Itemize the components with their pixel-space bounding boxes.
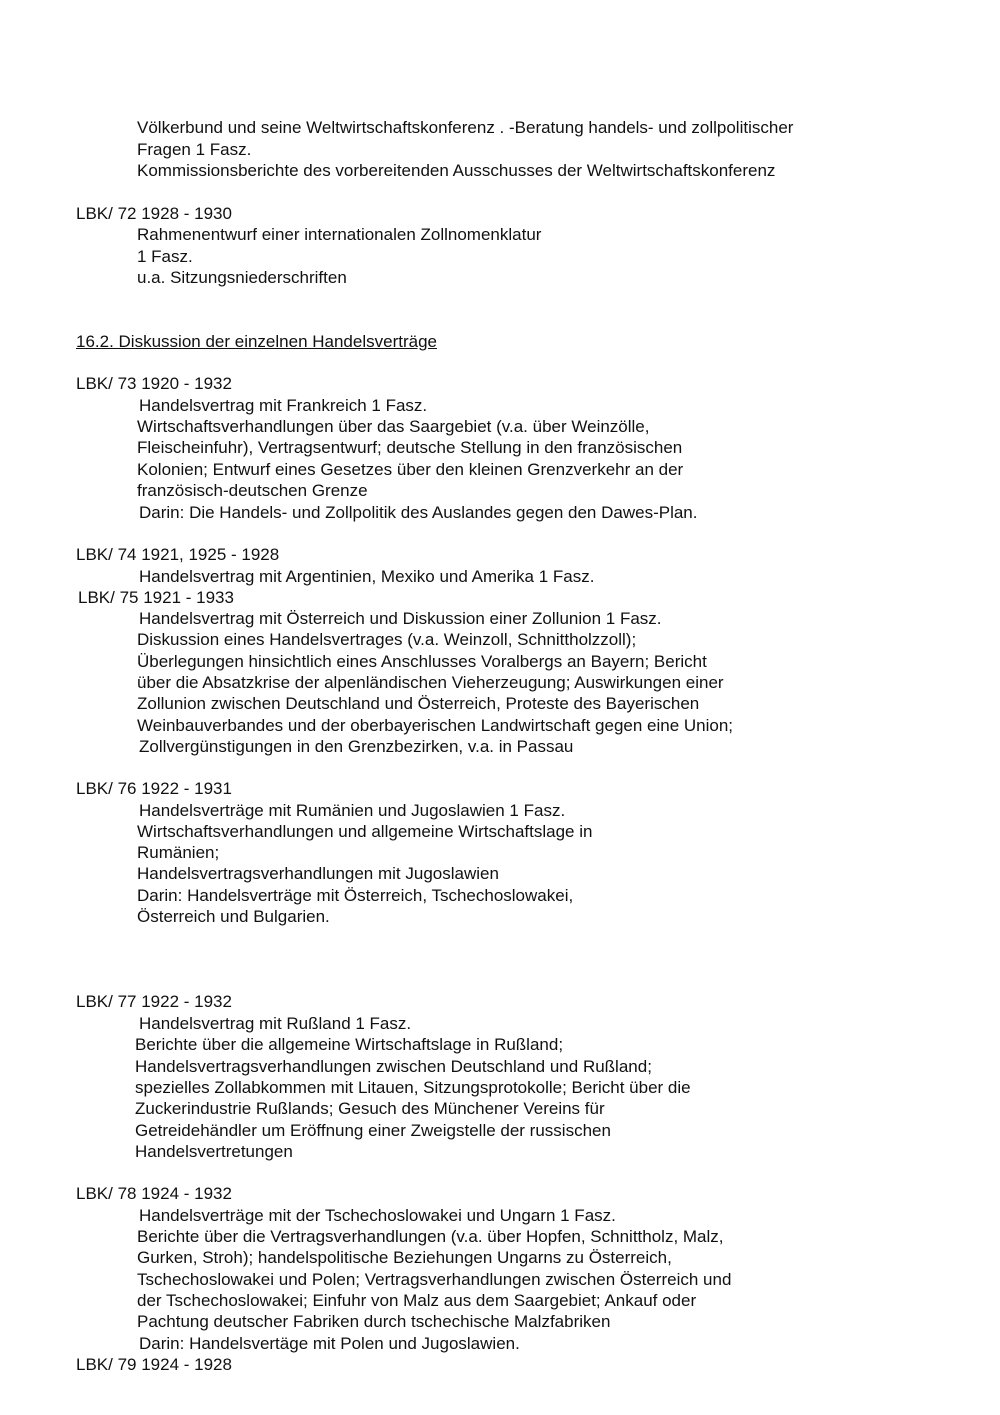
record-line: u.a. Sitzungsniederschriften <box>137 268 347 287</box>
record-line: Österreich und Bulgarien. <box>137 907 330 926</box>
record-header: LBK/ 77 1922 - 1932 <box>76 992 232 1011</box>
record-header: LBK/ 73 1920 - 1932 <box>76 374 232 393</box>
record-line: Zuckerindustrie Rußlands; Gesuch des Münchener Vereins für <box>135 1099 605 1118</box>
record-line: Darin: Handelsverträge mit Österreich, Tschechoslowakei, <box>137 886 574 905</box>
record-line: der Tschechoslowakei; Einfuhr von Malz aus dem Saargebiet; Ankauf oder <box>137 1291 697 1310</box>
record-line: Kolonien; Entwurf eines Gesetzes über den kleinen Grenzverkehr an der <box>137 460 684 479</box>
record-line: Darin: Die Handels- und Zollpolitik des Auslandes gegen den Dawes-Plan. <box>139 503 698 522</box>
record-line: über die Absatzkrise der alpenländischen Vieherzeugung; Auswirkungen einer <box>137 673 724 692</box>
record-header: LBK/ 72 1928 - 1930 <box>76 204 232 223</box>
record-line: Rahmenentwurf einer internationalen Zollnomenklatur <box>137 225 542 244</box>
record-line: Handelsvertragsverhandlungen zwischen Deutschland und Rußland; <box>135 1057 652 1076</box>
record-line: Getreidehändler um Eröffnung einer Zweigstelle der russischen <box>135 1121 611 1140</box>
record-line: Pachtung deutscher Fabriken durch tschechische Malzfabriken <box>137 1312 611 1331</box>
record-line: Überlegungen hinsichtlich eines Anschlusses Voralbergs an Bayern; Bericht <box>137 652 707 671</box>
intro-line: Völkerbund und seine Weltwirtschaftskonferenz . -Beratung handels- und zollpolitischer <box>137 118 794 137</box>
record-line: Handelsvertretungen <box>135 1142 293 1161</box>
record-header: LBK/ 76 1922 - 1931 <box>76 779 232 798</box>
record-line: Diskussion eines Handelsvertrages (v.a. Weinzoll, Schnittholzzoll); <box>137 630 637 649</box>
record-line: Tschechoslowakei und Polen; Vertragsverhandlungen zwischen Österreich und <box>137 1270 732 1289</box>
record-line: Handelsverträge mit der Tschechoslowakei und Ungarn 1 Fasz. <box>139 1206 616 1225</box>
record-line: Gurken, Stroh); handelspolitische Beziehungen Ungarns zu Österreich, <box>137 1248 672 1267</box>
record-line: Handelsvertragsverhandlungen mit Jugoslawien <box>137 864 499 883</box>
record-line: französisch-deutschen Grenze <box>137 481 368 500</box>
record-header: LBK/ 74 1921, 1925 - 1928 <box>76 545 280 564</box>
record-line: Berichte über die Vertragsverhandlungen (v.a. über Hopfen, Schnittholz, Malz, <box>137 1227 724 1246</box>
record-line: Weinbauverbandes und der oberbayerischen Landwirtschaft gegen eine Union; <box>137 716 734 735</box>
record-line: 1 Fasz. <box>137 247 193 266</box>
record-line: Berichte über die allgemeine Wirtschaftslage in Rußland; <box>135 1035 564 1054</box>
record-header: LBK/ 79 1924 - 1928 <box>76 1355 232 1374</box>
record-line: Darin: Handelsvertäge mit Polen und Jugoslawien. <box>139 1334 520 1353</box>
record-line: Wirtschaftsverhandlungen und allgemeine Wirtschaftslage in <box>137 822 593 841</box>
record-line: Handelsverträge mit Rumänien und Jugoslawien 1 Fasz. <box>139 801 566 820</box>
record-line: Handelsvertrag mit Frankreich 1 Fasz. <box>139 396 428 415</box>
intro-line: Fragen 1 Fasz. <box>137 140 252 159</box>
section-heading: 16.2. Diskussion der einzelnen Handelsverträge <box>76 332 437 351</box>
record-line: Zollunion zwischen Deutschland und Österreich, Proteste des Bayerischen <box>137 694 700 713</box>
record-line: spezielles Zollabkommen mit Litauen, Sitzungsprotokolle; Bericht über die <box>135 1078 691 1097</box>
record-line: Wirtschaftsverhandlungen über das Saargebiet (v.a. über Weinzölle, <box>137 417 650 436</box>
record-line: Handelsvertrag mit Argentinien, Mexiko und Amerika 1 Fasz. <box>139 567 595 586</box>
intro-line: Kommissionsberichte des vorbereitenden Ausschusses der Weltwirtschaftskonferenz <box>137 161 776 180</box>
record-line: Handelsvertrag mit Rußland 1 Fasz. <box>139 1014 412 1033</box>
record-header: LBK/ 75 1921 - 1933 <box>78 588 234 607</box>
record-line: Handelsvertrag mit Österreich und Diskussion einer Zollunion 1 Fasz. <box>139 609 662 628</box>
record-header: LBK/ 78 1924 - 1932 <box>76 1184 232 1203</box>
record-line: Fleischeinfuhr), Vertragsentwurf; deutsche Stellung in den französischen <box>137 438 683 457</box>
record-line: Rumänien; <box>137 843 220 862</box>
record-line: Zollvergünstigungen in den Grenzbezirken, v.a. in Passau <box>139 737 574 756</box>
